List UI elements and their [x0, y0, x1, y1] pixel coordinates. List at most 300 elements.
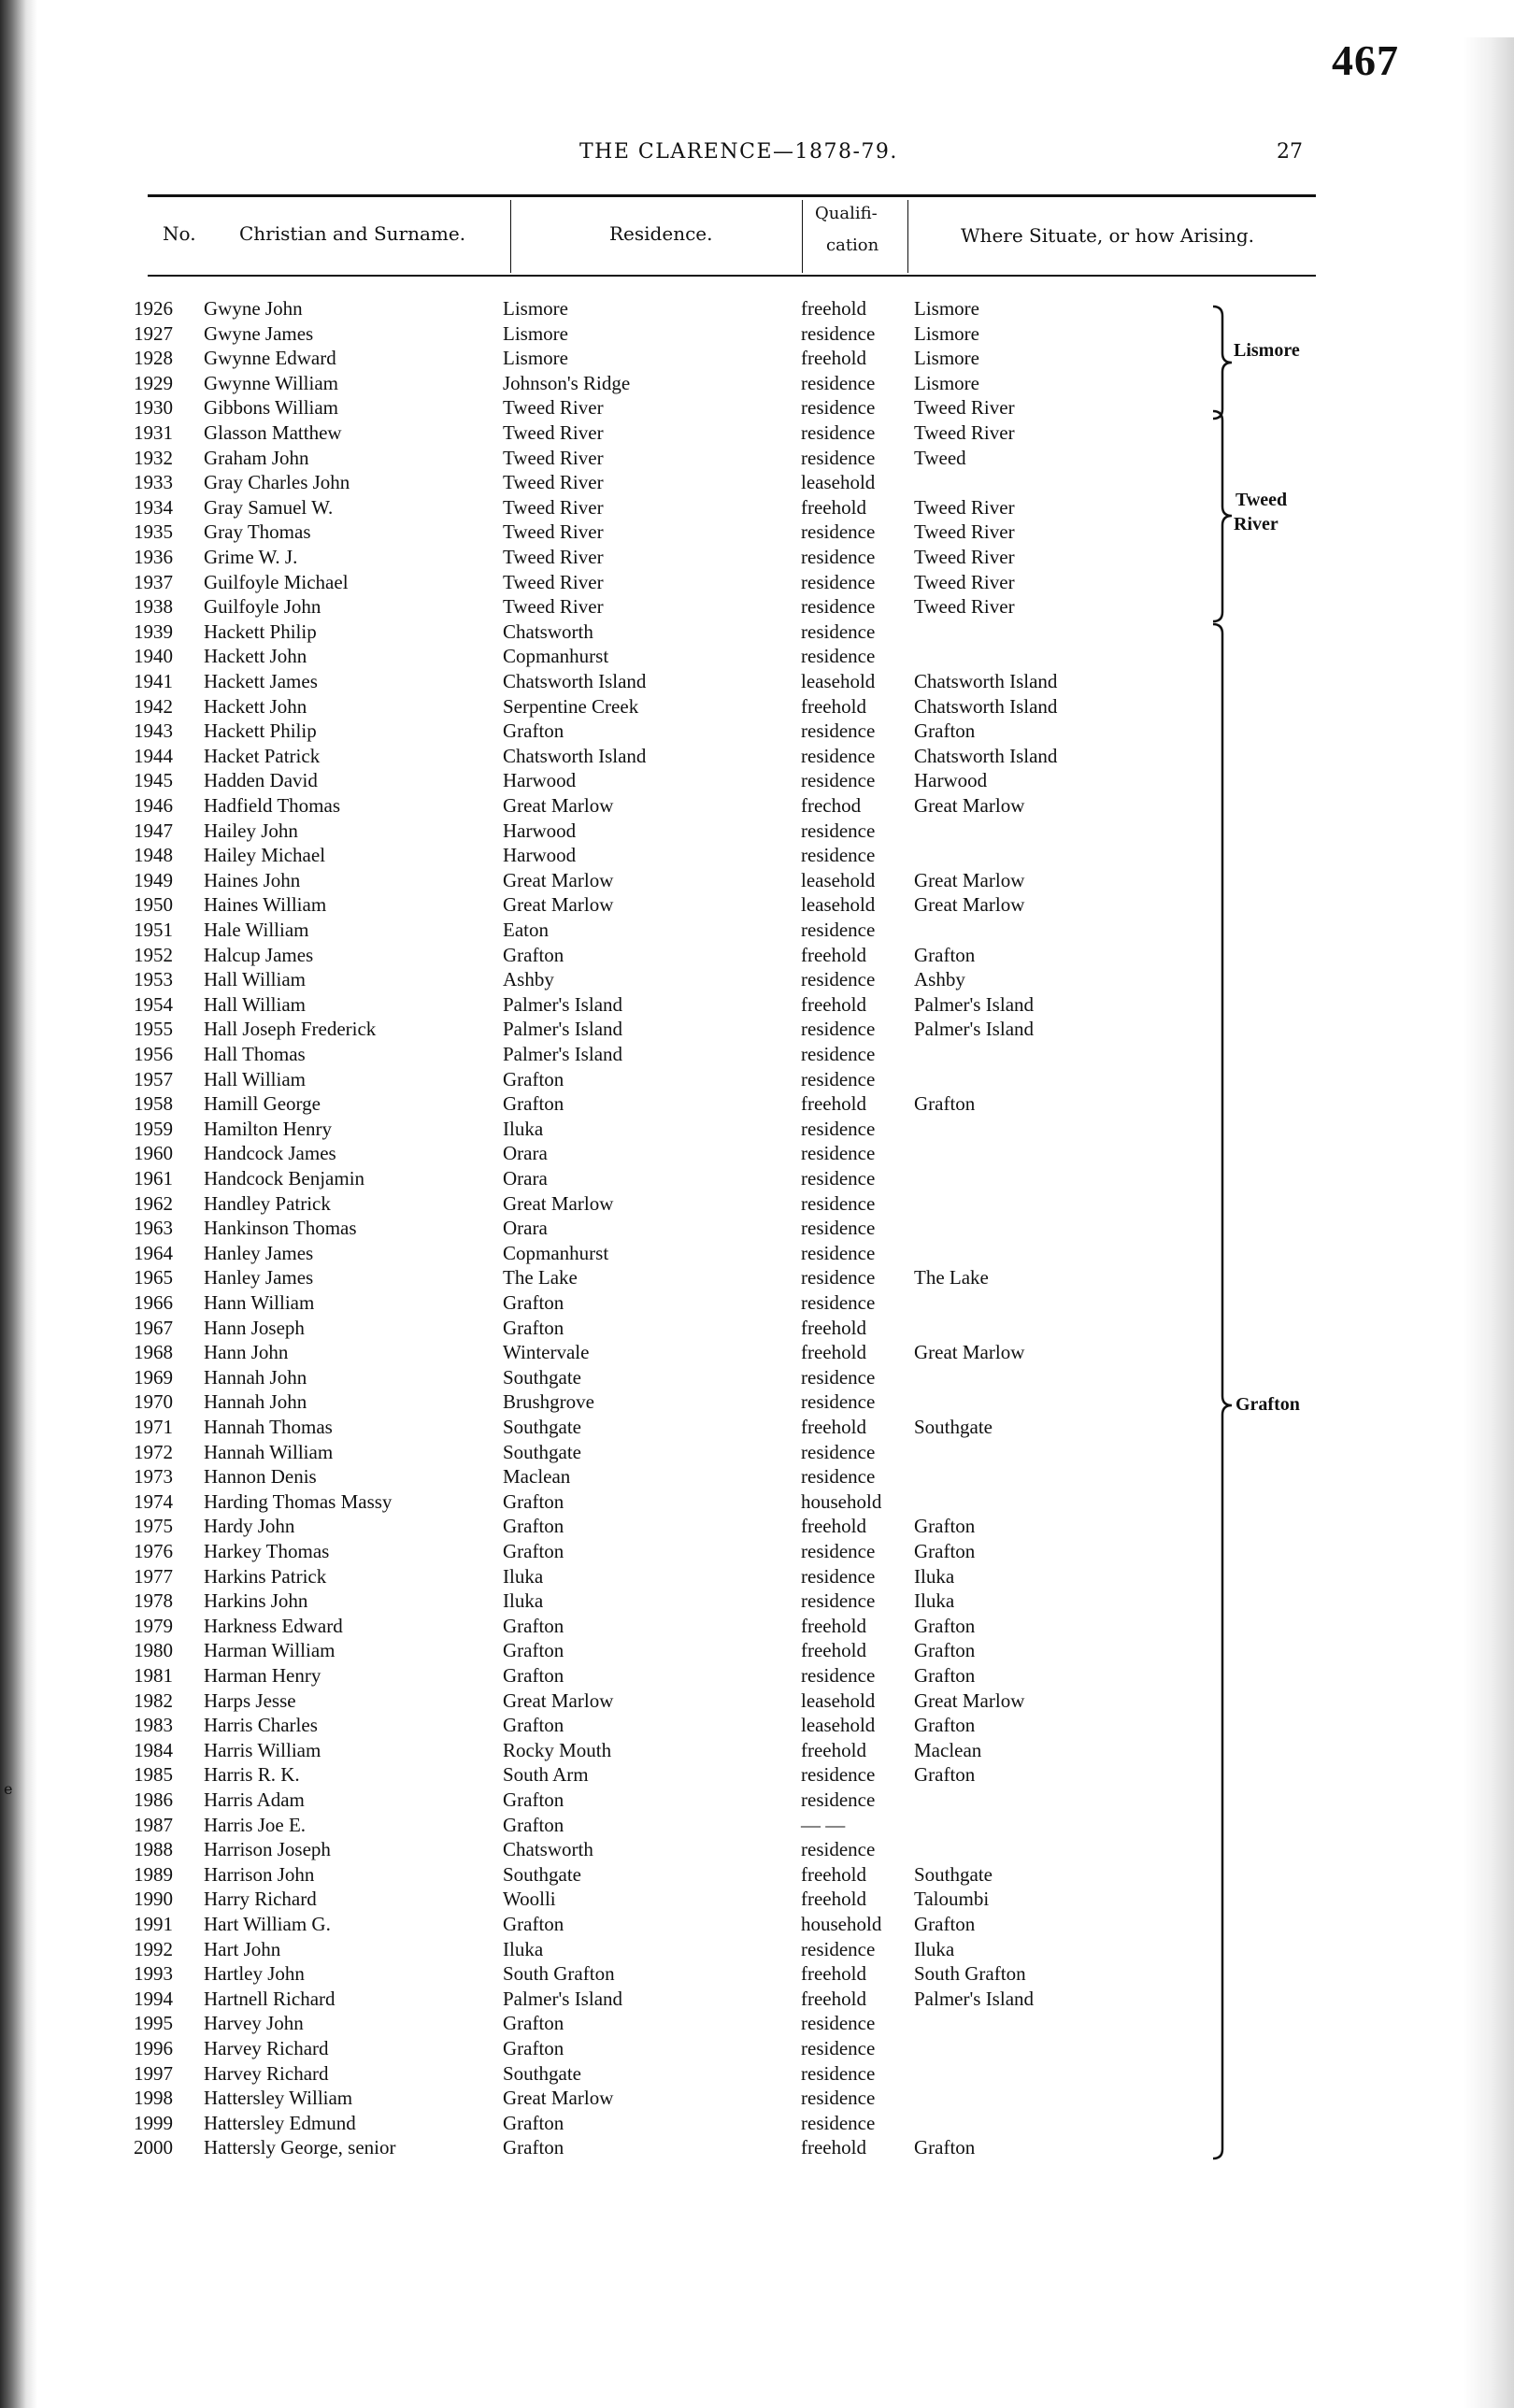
entry-residence: Chatsworth: [503, 1838, 593, 1861]
table-row: [0, 1639, 1514, 1664]
entry-name: Harkins Patrick: [204, 1564, 327, 1588]
entry-number: 1989: [134, 1862, 173, 1886]
entry-name: Harry Richard: [204, 1888, 317, 1911]
entry-name: Harman William: [204, 1639, 336, 1662]
table-row: [0, 1863, 1514, 1888]
lismore-brace: [1213, 306, 1232, 419]
entry-number: 1968: [134, 1341, 173, 1364]
entry-where-situate: Taloumbi: [914, 1888, 990, 1911]
entry-residence: Southgate: [503, 2061, 581, 2085]
entry-qualification: residence: [801, 446, 876, 469]
entry-qualification: residence: [801, 421, 876, 444]
entry-where-situate: Lismore: [914, 371, 979, 394]
entry-residence: Woolli: [503, 1888, 556, 1911]
entry-number: 1928: [134, 347, 173, 370]
entry-qualification: residence: [801, 570, 876, 593]
entry-qualification: residence: [801, 1217, 876, 1240]
entry-name: Hadfield Thomas: [204, 794, 340, 817]
entry-number: 1952: [134, 943, 173, 966]
entry-qualification: residence: [801, 1937, 876, 1960]
table-row: [0, 297, 1514, 322]
entry-qualification: residence: [801, 1117, 876, 1140]
entry-residence: Tweed River: [503, 446, 604, 469]
entry-number: 1937: [134, 570, 173, 593]
entry-residence: Orara: [503, 1217, 548, 1240]
table-row: [0, 745, 1514, 770]
entry-number: 1998: [134, 2087, 173, 2110]
entry-qualification: residence: [801, 1763, 876, 1787]
entry-name: Halcup James: [204, 943, 314, 966]
table-row: [0, 1814, 1514, 1839]
entry-number: 1956: [134, 1043, 173, 1065]
entry-residence: Tweed River: [503, 421, 604, 444]
entry-where-situate: Great Marlow: [914, 794, 1025, 817]
entry-where-situate: Grafton: [914, 943, 976, 966]
table-row: [0, 1714, 1514, 1739]
entry-qualification: residence: [801, 720, 876, 743]
entry-number: 1947: [134, 819, 173, 842]
table-row: [0, 1366, 1514, 1391]
table-row: [0, 1664, 1514, 1689]
entry-where-situate: Grafton: [914, 1639, 976, 1662]
entry-residence: Grafton: [503, 1067, 564, 1090]
entry-where-situate: Grafton: [914, 1763, 976, 1787]
entry-residence: Lismore: [503, 321, 568, 345]
entry-number: 1936: [134, 546, 173, 568]
entry-number: 1988: [134, 1838, 173, 1861]
entry-qualification: residence: [801, 2061, 876, 2085]
entry-number: 1970: [134, 1390, 173, 1414]
entry-name: Hardy John: [204, 1515, 295, 1538]
table-row: [0, 595, 1514, 620]
entry-name: Hamill George: [204, 1092, 321, 1116]
entry-residence: Southgate: [503, 1862, 581, 1886]
entry-qualification: residence: [801, 1067, 876, 1090]
entry-residence: Southgate: [503, 1416, 581, 1438]
group-label-tweed-1: Tweed: [1235, 490, 1288, 510]
entry-qualification: freehold: [801, 1416, 866, 1438]
entry-residence: Johnson's Ridge: [503, 371, 631, 394]
col-header-name: Christian and Surname.: [239, 222, 466, 245]
entry-name: Harkness Edward: [204, 1614, 343, 1637]
group-label-grafton: Grafton: [1235, 1394, 1300, 1415]
entry-name: Hadden David: [204, 769, 318, 792]
entry-name: Hann William: [204, 1291, 315, 1314]
table-row: [0, 695, 1514, 720]
entry-number: 1959: [134, 1117, 173, 1140]
entry-name: Haines William: [204, 893, 327, 917]
entry-residence: Serpentine Creek: [503, 694, 639, 718]
col-header-where: Where Situate, or how Arising.: [961, 224, 1255, 247]
table-row: [0, 2112, 1514, 2137]
table-row: [0, 1341, 1514, 1366]
entry-qualification: residence: [801, 2037, 876, 2059]
entry-residence: Harwood: [503, 819, 577, 842]
entry-residence: Grafton: [503, 2012, 564, 2035]
table-row: [0, 620, 1514, 646]
entry-name: Harris Adam: [204, 1788, 305, 1811]
table-row: [0, 1092, 1514, 1118]
entry-where-situate: Tweed River: [914, 595, 1015, 619]
entry-residence: Tweed River: [503, 595, 604, 619]
entry-name: Hall William: [204, 968, 306, 991]
entry-residence: Palmer's Island: [503, 1043, 623, 1065]
entry-qualification: leasehold: [801, 1688, 876, 1712]
entry-residence: Grafton: [503, 1714, 564, 1737]
table-row: [0, 1589, 1514, 1615]
entry-name: Hanley James: [204, 1241, 314, 1264]
entry-qualification: leasehold: [801, 670, 876, 692]
entry-residence: Tweed River: [503, 570, 604, 593]
entry-residence: Copmanhurst: [503, 1241, 609, 1264]
entry-number: 1969: [134, 1365, 173, 1389]
table-row: [0, 1018, 1514, 1043]
entry-where-situate: Lismore: [914, 347, 979, 370]
entry-where-situate: Palmer's Island: [914, 1987, 1035, 2010]
entry-number: 1964: [134, 1241, 173, 1264]
table-row: [0, 2087, 1514, 2112]
entry-name: Harkins John: [204, 1589, 308, 1613]
entry-name: Hall Joseph Frederick: [204, 1018, 377, 1041]
entry-number: 1953: [134, 968, 173, 991]
entry-residence: Grafton: [503, 2136, 564, 2159]
entry-number: 1992: [134, 1937, 173, 1960]
entry-residence: The Lake: [503, 1266, 578, 1289]
entry-residence: South Arm: [503, 1763, 589, 1787]
entry-number: 1991: [134, 1913, 173, 1935]
entry-where-situate: Great Marlow: [914, 1341, 1025, 1364]
entry-name: Hall William: [204, 1067, 306, 1090]
entry-qualification: freehold: [801, 1341, 866, 1364]
table-row: [0, 2012, 1514, 2037]
table-row: [0, 1043, 1514, 1068]
entry-residence: Tweed River: [503, 546, 604, 568]
table-row: [0, 844, 1514, 869]
tweed-brace: [1213, 411, 1232, 621]
table-row: [0, 1167, 1514, 1192]
entry-where-situate: Lismore: [914, 297, 979, 320]
entry-residence: Palmer's Island: [503, 1987, 623, 2010]
entry-name: Harps Jesse: [204, 1688, 296, 1712]
entry-qualification: freehold: [801, 1639, 866, 1662]
page-number: 27: [1277, 140, 1303, 164]
entry-residence: Grafton: [503, 2037, 564, 2059]
table-row: [0, 2037, 1514, 2062]
entry-where-situate: Lismore: [914, 321, 979, 345]
entry-name: Haines John: [204, 868, 301, 891]
entry-name: Gray Samuel W.: [204, 495, 334, 519]
entry-residence: Grafton: [503, 2111, 564, 2134]
entry-number: 1934: [134, 495, 173, 519]
entry-where-situate: Iluka: [914, 1937, 955, 1960]
entry-qualification: leasehold: [801, 1714, 876, 1737]
entry-number: 1983: [134, 1714, 173, 1737]
entry-residence: Grafton: [503, 1291, 564, 1314]
entry-where-situate: Grafton: [914, 2136, 976, 2159]
table-row: [0, 1962, 1514, 1988]
table-row: [0, 1266, 1514, 1291]
table-row: [0, 396, 1514, 421]
entry-qualification: residence: [801, 919, 876, 941]
entry-name: Guilfoyle Michael: [204, 570, 349, 593]
entry-residence: Chatsworth: [503, 620, 593, 643]
entry-name: Harris William: [204, 1738, 321, 1761]
entry-number: 1941: [134, 670, 173, 692]
table-row: [0, 819, 1514, 845]
entry-where-situate: Palmer's Island: [914, 1018, 1035, 1041]
entry-qualification: freehold: [801, 992, 866, 1016]
entry-number: 1942: [134, 694, 173, 718]
table-row: [0, 520, 1514, 546]
entry-qualification: residence: [801, 520, 876, 544]
stamp-number: 467: [1332, 36, 1399, 84]
entry-number: 1973: [134, 1465, 173, 1489]
entry-number: 1932: [134, 446, 173, 469]
entry-residence: Iluka: [503, 1564, 544, 1588]
entry-residence: South Grafton: [503, 1962, 615, 1986]
entry-number: 1940: [134, 645, 173, 668]
entry-residence: Great Marlow: [503, 1688, 614, 1712]
table-row: [0, 1217, 1514, 1242]
grafton-brace: [1213, 624, 1232, 2159]
entry-residence: Chatsworth Island: [503, 670, 647, 692]
entry-qualification: residence: [801, 2111, 876, 2134]
entry-qualification: freehold: [801, 1316, 866, 1339]
col-header-residence: Residence.: [609, 222, 713, 245]
entry-name: Harris Joe E.: [204, 1813, 307, 1836]
entry-name: Hackett Philip: [204, 720, 317, 743]
entry-qualification: freehold: [801, 1962, 866, 1986]
table-row: [0, 1615, 1514, 1640]
entry-name: Gray Thomas: [204, 520, 311, 544]
entry-name: Handcock James: [204, 1142, 336, 1165]
entry-residence: Lismore: [503, 297, 568, 320]
entry-number: 1963: [134, 1217, 173, 1240]
table-row: [0, 1763, 1514, 1788]
entry-qualification: residence: [801, 546, 876, 568]
entry-qualification: residence: [801, 769, 876, 792]
entry-residence: Grafton: [503, 1515, 564, 1538]
entry-name: Gwynne William: [204, 371, 338, 394]
table-row: [0, 1515, 1514, 1540]
table-row: [0, 720, 1514, 745]
table-row: [0, 2062, 1514, 2087]
entry-residence: Orara: [503, 1167, 548, 1190]
entry-qualification: freehold: [801, 347, 866, 370]
entry-number: 1965: [134, 1266, 173, 1289]
table-row: [0, 447, 1514, 472]
entry-number: 1975: [134, 1515, 173, 1538]
table-row: [0, 1118, 1514, 1143]
entry-qualification: residence: [801, 595, 876, 619]
table-row: [0, 1913, 1514, 1938]
entry-name: Gibbons William: [204, 396, 339, 420]
entry-number: 1996: [134, 2037, 173, 2059]
entry-qualification: — —: [801, 1813, 846, 1836]
entry-number: 1977: [134, 1564, 173, 1588]
entry-name: Hankinson Thomas: [204, 1217, 357, 1240]
entry-where-situate: Ashby: [914, 968, 965, 991]
entry-name: Harkey Thomas: [204, 1540, 330, 1562]
entry-number: 1944: [134, 744, 173, 767]
col-divider-3: [907, 200, 908, 273]
entry-residence: Great Marlow: [503, 794, 614, 817]
entry-qualification: residence: [801, 968, 876, 991]
entry-number: 1930: [134, 396, 173, 420]
table-row: [0, 1490, 1514, 1516]
entry-where-situate: Grafton: [914, 1092, 976, 1116]
entry-residence: Grafton: [503, 1813, 564, 1836]
table-row: [0, 1242, 1514, 1267]
entry-qualification: leasehold: [801, 868, 876, 891]
entry-number: 1927: [134, 321, 173, 345]
entry-qualification: residence: [801, 1266, 876, 1289]
entry-number: 1980: [134, 1639, 173, 1662]
entry-qualification: residence: [801, 1241, 876, 1264]
entry-number: 1999: [134, 2111, 173, 2134]
entry-where-situate: Tweed River: [914, 396, 1015, 420]
entry-name: Hackett John: [204, 645, 307, 668]
entry-qualification: residence: [801, 321, 876, 345]
entry-name: Harrison Joseph: [204, 1838, 331, 1861]
entry-number: 1957: [134, 1067, 173, 1090]
entry-number: 1948: [134, 844, 173, 867]
entry-qualification: residence: [801, 744, 876, 767]
entry-number: 1982: [134, 1688, 173, 1712]
entry-qualification: residence: [801, 645, 876, 668]
entry-name: Handley Patrick: [204, 1191, 331, 1215]
entry-qualification: freehold: [801, 1738, 866, 1761]
table-row: [0, 1416, 1514, 1441]
entry-residence: Great Marlow: [503, 2087, 614, 2110]
entry-residence: Copmanhurst: [503, 645, 609, 668]
entry-where-situate: Tweed: [914, 446, 966, 469]
entry-qualification: residence: [801, 1390, 876, 1414]
entry-number: 1960: [134, 1142, 173, 1165]
table-row: [0, 1291, 1514, 1317]
table-row: [0, 1739, 1514, 1764]
entry-number: 1966: [134, 1291, 173, 1314]
entry-number: 1987: [134, 1813, 173, 1836]
header-rule-bottom: [148, 275, 1316, 277]
entry-number: 1949: [134, 868, 173, 891]
entry-name: Hann Joseph: [204, 1316, 305, 1339]
entry-residence: Tweed River: [503, 495, 604, 519]
entry-residence: Ashby: [503, 968, 554, 991]
entry-qualification: frechod: [801, 794, 862, 817]
table-row: [0, 919, 1514, 944]
table-row: [0, 1888, 1514, 1913]
table-row: [0, 1441, 1514, 1466]
entry-name: Hamilton Henry: [204, 1117, 333, 1140]
entry-qualification: residence: [801, 1564, 876, 1588]
entry-number: 1972: [134, 1440, 173, 1463]
entry-name: Gwyne John: [204, 297, 303, 320]
table-row: [0, 372, 1514, 397]
entry-where-situate: Tweed River: [914, 570, 1015, 593]
entry-qualification: residence: [801, 844, 876, 867]
entry-residence: Southgate: [503, 1365, 581, 1389]
entry-residence: Maclean: [503, 1465, 571, 1489]
entry-qualification: residence: [801, 1142, 876, 1165]
entry-name: Hacket Patrick: [204, 744, 321, 767]
entry-name: Guilfoyle John: [204, 595, 321, 619]
entry-number: 1997: [134, 2061, 173, 2085]
entry-where-situate: Southgate: [914, 1416, 993, 1438]
entry-name: Hartley John: [204, 1962, 305, 1986]
entry-where-situate: Tweed River: [914, 421, 1015, 444]
col-header-qualification-1: Qualifi-: [815, 204, 878, 223]
entry-where-situate: Palmer's Island: [914, 992, 1035, 1016]
table-row: [0, 2136, 1514, 2161]
entry-number: 1939: [134, 620, 173, 643]
entry-residence: Rocky Mouth: [503, 1738, 612, 1761]
entry-name: Hall Thomas: [204, 1043, 306, 1065]
entry-number: 1979: [134, 1614, 173, 1637]
entry-residence: Grafton: [503, 720, 564, 743]
table-row: [0, 1068, 1514, 1093]
entry-residence: Harwood: [503, 844, 577, 867]
entry-name: Hackett John: [204, 694, 307, 718]
entry-name: Hart John: [204, 1937, 281, 1960]
entry-name: Grime W. J.: [204, 546, 298, 568]
entry-qualification: freehold: [801, 495, 866, 519]
table-row: [0, 670, 1514, 695]
entry-where-situate: Grafton: [914, 1614, 976, 1637]
entry-name: Hattersley Edmund: [204, 2111, 356, 2134]
entry-where-situate: Tweed River: [914, 520, 1015, 544]
entry-where-situate: Great Marlow: [914, 1688, 1025, 1712]
entry-name: Gwynne Edward: [204, 347, 336, 370]
entry-residence: Chatsworth Island: [503, 744, 647, 767]
table-row: [0, 869, 1514, 894]
entry-name: Hailey John: [204, 819, 298, 842]
entry-number: 1995: [134, 2012, 173, 2035]
entry-number: 1929: [134, 371, 173, 394]
entry-number: 1967: [134, 1316, 173, 1339]
entry-number: 1926: [134, 297, 173, 320]
entry-where-situate: Tweed River: [914, 495, 1015, 519]
table-row: [0, 1540, 1514, 1565]
table-row: [0, 1838, 1514, 1863]
entry-residence: Grafton: [503, 1639, 564, 1662]
table-row: [0, 993, 1514, 1019]
entry-where-situate: Tweed River: [914, 546, 1015, 568]
entry-name: Harris Charles: [204, 1714, 318, 1737]
entry-name: Graham John: [204, 446, 309, 469]
entry-number: 1945: [134, 769, 173, 792]
entry-qualification: freehold: [801, 1987, 866, 2010]
table-row: [0, 968, 1514, 993]
entry-qualification: residence: [801, 1465, 876, 1489]
entry-where-situate: Harwood: [914, 769, 988, 792]
entry-name: Harvey John: [204, 2012, 304, 2035]
entry-number: 1946: [134, 794, 173, 817]
entry-name: Harman Henry: [204, 1664, 321, 1687]
entry-qualification: freehold: [801, 2136, 866, 2159]
entry-name: Hanley James: [204, 1266, 314, 1289]
entry-name: Hart William G.: [204, 1913, 331, 1935]
entry-residence: Harwood: [503, 769, 577, 792]
entry-qualification: residence: [801, 371, 876, 394]
entry-where-situate: Chatsworth Island: [914, 694, 1058, 718]
entry-qualification: residence: [801, 1043, 876, 1065]
entry-residence: Grafton: [503, 1092, 564, 1116]
entry-name: Hannon Denis: [204, 1465, 317, 1489]
table-row: [0, 1565, 1514, 1590]
entry-residence: Grafton: [503, 1489, 564, 1513]
entry-qualification: residence: [801, 396, 876, 420]
